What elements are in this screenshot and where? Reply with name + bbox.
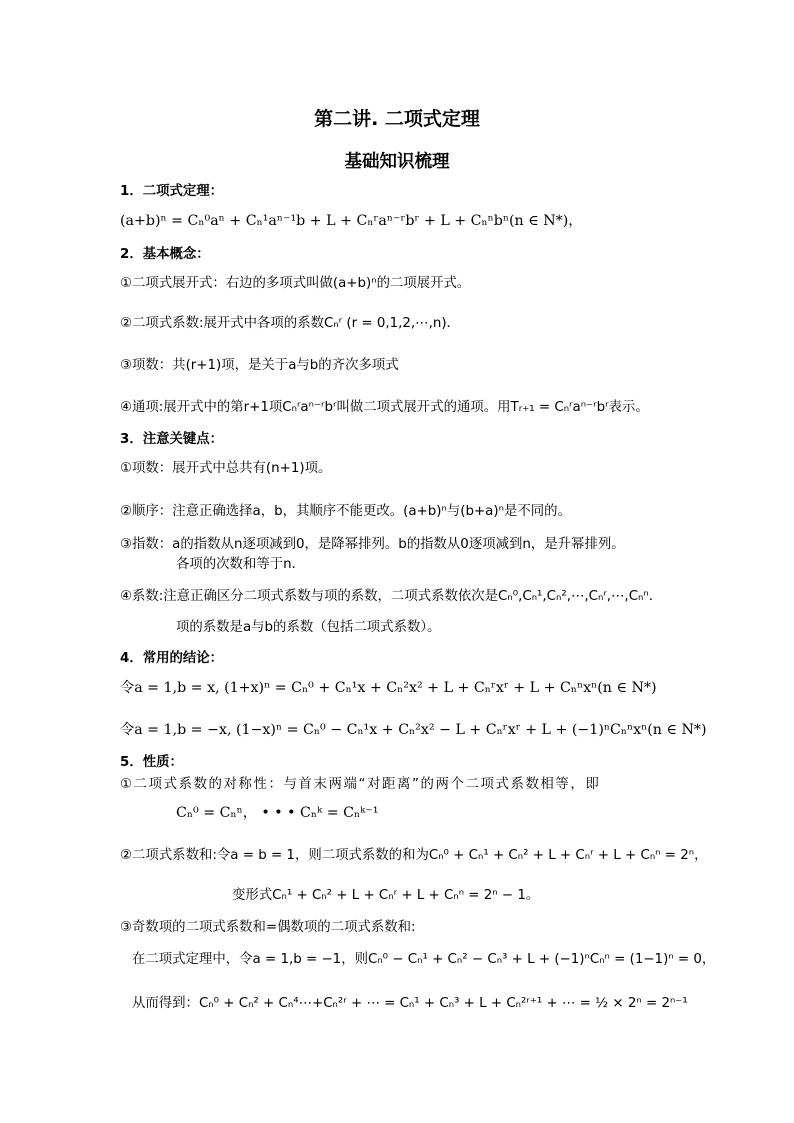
s2-heading: 2．基本概念： (120, 247, 210, 262)
s5-item-3-b: 从而得到：Cₙ⁰ + Cₙ² + Cₙ⁴⋯+Cₙ²ʳ + ⋯ = Cₙ¹ + Cₙ³ + L + Cₙ²ʳ⁺¹ + ⋯ = ½ × 2ⁿ = 2ⁿ⁻¹ (132, 996, 688, 1011)
s3-heading: 3．注意关键点： (120, 432, 224, 447)
page-title: 第二讲. 二项式定理 (314, 108, 480, 130)
s5-heading: 5．性质： (120, 755, 183, 770)
s3-item-2: ②顺序：注意正确选择a，b，其顺序不能更改。(a+b)ⁿ与(b+a)ⁿ是不同的。 (120, 504, 571, 519)
s1-heading: 1．二项式定理： (120, 184, 224, 199)
s2-item-4: ④通项:展开式中的第r+1项Cₙʳaⁿ⁻ʳbʳ叫做二项式展开式的通项。用Tᵣ₊₁ = Cₙʳaⁿ⁻ʳbʳ表示。 (120, 400, 649, 415)
s2-item-3: ③项数：共(r+1)项，是关于a与b的齐次多项式 (120, 358, 399, 373)
s5-item-1: ①二项式系数的对称性：与首末两端“对距离”的两个二项式系数相等，即 (120, 777, 601, 792)
s5-item-1-formula: Cₙ⁰ = Cₙⁿ， • • • Cₙᵏ = Cₙᵏ⁻¹ (176, 805, 379, 821)
s4-heading: 4．常用的结论： (120, 651, 224, 666)
section-subtitle: 基础知识梳理 (344, 152, 450, 172)
s3-item-3-cont: 各项的次数和等于n． (176, 557, 306, 572)
s3-item-3: ③指数：a的指数从n逐项减到0，是降幂排列。b的指数从0逐项减到n，是升幂排列。 (120, 537, 625, 552)
s3-item-1: ①项数：展开式中总共有(n+1)项。 (120, 461, 332, 476)
s2-item-1: ①二项式展开式：右边的多项式叫做(a+b)ⁿ的二项展开式。 (120, 276, 471, 291)
s5-item-3-a: 在二项式定理中，令a = 1,b = −1，则Cₙ⁰ − Cₙ¹ + Cₙ² − Cₙ³ + L + (−1)ⁿCₙⁿ = (1−1)ⁿ = 0， (132, 952, 716, 967)
s5-item-3: ③奇数项的二项式系数和=偶数项的二项式系数和: (120, 920, 416, 935)
s2-item-2: ②二项式系数:展开式中各项的系数Cₙʳ (r = 0,1,2,⋯,n)． (120, 316, 460, 331)
s3-item-4-cont: 项的系数是a与b的系数（包括二项式系数）。 (176, 620, 441, 635)
s5-item-2: ②二项式系数和:令a = b = 1，则二项式系数的和为Cₙ⁰ + Cₙ¹ + Cₙ² + L + Cₙʳ + L + Cₙⁿ = 2ⁿ， (120, 848, 708, 863)
s5-item-2-cont: 变形式Cₙ¹ + Cₙ² + L + Cₙʳ + L + Cₙⁿ = 2ⁿ − 1。 (232, 888, 540, 903)
s1-formula: (a+b)ⁿ = Cₙ⁰aⁿ + Cₙ¹aⁿ⁻¹b + L + Cₙʳaⁿ⁻ʳbʳ + L + Cₙⁿbⁿ(n ∈ N*)， (120, 213, 583, 229)
s3-item-4: ④系数:注意正确区分二项式系数与项的系数，二项式系数依次是Cₙ⁰,Cₙ¹,Cₙ²,⋯,Cₙʳ,⋯,Cₙⁿ. (120, 589, 653, 604)
s4-item-1: 令a = 1,b = x, (1+x)ⁿ = Cₙ⁰ + Cₙ¹x + Cₙ²x² + L + Cₙʳxʳ + L + Cₙⁿxⁿ(n ∈ N*) (120, 680, 657, 696)
s4-item-2: 令a = 1,b = −x, (1−x)ⁿ = Cₙ⁰ − Cₙ¹x + Cₙ²x² − L + Cₙʳxʳ + L + (−1)ⁿCₙⁿxⁿ(n ∈ N*) (120, 722, 707, 738)
